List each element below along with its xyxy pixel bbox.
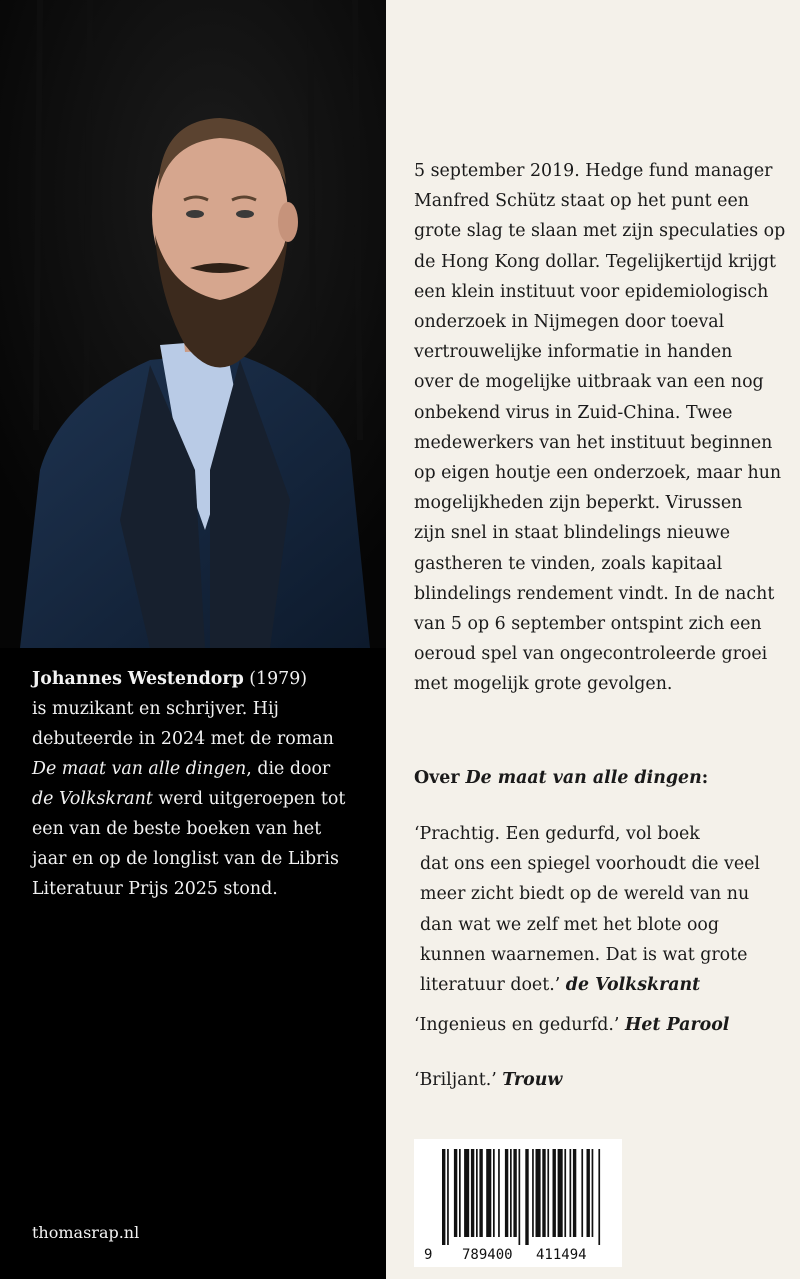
quote-line: dat ons een spiegel voorhoudt die veel	[420, 854, 760, 875]
about-suffix: :	[701, 768, 709, 788]
barcode-bar	[519, 1149, 521, 1245]
barcode-bar	[536, 1149, 541, 1237]
blurb-line: grote slag te slaan met zijn speculaties op	[414, 221, 786, 242]
author-photo	[0, 0, 386, 648]
barcode-bar	[447, 1149, 449, 1245]
bio-line-6: een van de beste boeken van het	[32, 819, 322, 839]
blurb-line: op eigen houtje een onderzoek, maar hun	[414, 463, 782, 484]
review-quote-volkskrant	[414, 819, 760, 1000]
quote-line: kunnen waarnemen. Dat is wat grote	[420, 944, 748, 965]
author-bio	[32, 664, 372, 904]
blurb-line: zijn snel in staat blindelings nieuwe	[414, 523, 731, 544]
blurb-line: mogelijkheden zijn beperkt. Virussen	[414, 493, 743, 514]
author-name: Johannes Westendorp	[32, 669, 244, 689]
barcode-bar	[479, 1149, 482, 1237]
bio-line-2: is muzikant en schrijver. Hij	[32, 699, 279, 719]
bio-line-8: Literatuur Prijs 2025 stond.	[32, 879, 278, 899]
review-quote-parool	[414, 1010, 729, 1040]
quote-line	[414, 1065, 562, 1095]
barcode-bar	[442, 1149, 445, 1245]
blurb-line: vertrouwelijke informatie in handen	[414, 342, 733, 363]
quote-text: ‘Ingenieus en gedurfd.’	[414, 1015, 625, 1035]
barcode-bar	[581, 1149, 583, 1237]
isbn-barcode	[414, 1139, 622, 1267]
barcode-bar	[587, 1149, 590, 1237]
barcode-bar	[564, 1149, 566, 1237]
barcode-bar	[542, 1149, 545, 1237]
quote-line	[414, 1010, 729, 1040]
barcode-bar	[471, 1149, 474, 1237]
blurb-line: van 5 op 6 september ontspint zich een	[414, 614, 762, 635]
quote-line: meer zicht biedt op de wereld van nu	[420, 884, 750, 905]
barcode-bar	[486, 1149, 491, 1237]
bio-line-7: jaar en op de longlist van de Libris	[32, 849, 339, 869]
publisher-website: thomasrap.nl	[32, 1223, 140, 1242]
blurb-line: de Hong Kong dollar. Tegelijkertijd krijgt	[414, 251, 777, 272]
barcode-group-1: 789400	[462, 1247, 513, 1263]
barcode-bar	[598, 1149, 600, 1245]
bio-line-5-rest: werd uitgeroepen tot	[152, 789, 346, 809]
blurb-line: Manfred Schütz staat op het punt een	[414, 191, 749, 212]
quote-source: Het Parool	[624, 1015, 730, 1035]
debut-title: De maat van alle dingen	[32, 759, 247, 779]
barcode-bar	[454, 1149, 457, 1237]
blurb-line: over de mogelijke uitbraak van een nog	[414, 372, 764, 393]
back-cover-left-panel	[0, 0, 386, 1279]
review-quote-trouw	[414, 1065, 562, 1095]
barcode-bar	[498, 1149, 500, 1237]
barcode-bars	[414, 1139, 622, 1247]
quote-line	[414, 970, 760, 1000]
blurb-line: 5 september 2019. Hedge fund manager	[414, 161, 773, 181]
quote-line: dan wat we zelf met het blote oog	[420, 914, 720, 935]
blurb-line: oeroud spel van ongecontroleerde groei	[414, 644, 768, 665]
blurb-line: met mogelijk grote gevolgen.	[414, 674, 673, 695]
blurb-line: gastheren te vinden, zoals kapitaal	[414, 553, 723, 574]
barcode-bar	[592, 1149, 594, 1237]
barcode-bar	[505, 1149, 508, 1237]
quote-source: de Volkskrant	[565, 975, 701, 996]
back-cover-right-panel	[386, 0, 800, 1279]
bio-line-5	[32, 784, 372, 814]
barcode-bar	[464, 1149, 469, 1237]
blurb-line: onbekend virus in Zuid-China. Twee	[414, 402, 733, 423]
barcode-bar	[553, 1149, 556, 1237]
barcode-group-2: 411494	[536, 1247, 587, 1263]
quote-last-text: literatuur doet.’	[420, 975, 566, 996]
about-prefix: Over	[414, 768, 466, 788]
barcode-bar	[525, 1149, 528, 1245]
blurb-line: blindelings rendement vindt. In de nacht	[414, 583, 775, 604]
blurb-line: onderzoek in Nijmegen door toeval	[414, 312, 725, 333]
barcode-bar	[493, 1149, 495, 1237]
bio-line-4	[32, 754, 372, 784]
about-heading	[414, 768, 708, 788]
barcode-bar	[513, 1149, 516, 1237]
blurb-line: een klein instituut voor epidemiologisch	[414, 281, 769, 302]
quote-line: ‘Prachtig. Een gedurfd, vol boek	[414, 824, 700, 844]
bio-line-1	[32, 664, 372, 694]
book-blurb	[414, 156, 794, 700]
quote-text: ‘Briljant.’	[414, 1070, 503, 1090]
barcode-bar	[547, 1149, 549, 1237]
quote-source: Trouw	[502, 1070, 563, 1090]
about-title: De maat van alle dingen	[465, 768, 702, 788]
blurb-line: medewerkers van het instituut beginnen	[414, 432, 773, 453]
barcode-first-digit: 9	[424, 1247, 433, 1263]
barcode-bar	[510, 1149, 512, 1237]
author-year: (1979)	[243, 669, 308, 689]
barcode-bar	[573, 1149, 576, 1237]
barcode-bar	[570, 1149, 572, 1237]
barcode-bar	[476, 1149, 478, 1237]
bio-line-3: debuteerde in 2024 met de roman	[32, 729, 334, 749]
bio-line-4-rest: , die door	[246, 759, 331, 779]
barcode-bar	[558, 1149, 563, 1237]
barcode-bar	[459, 1149, 461, 1237]
barcode-bar	[532, 1149, 534, 1237]
newspaper-name: de Volkskrant	[32, 789, 153, 809]
